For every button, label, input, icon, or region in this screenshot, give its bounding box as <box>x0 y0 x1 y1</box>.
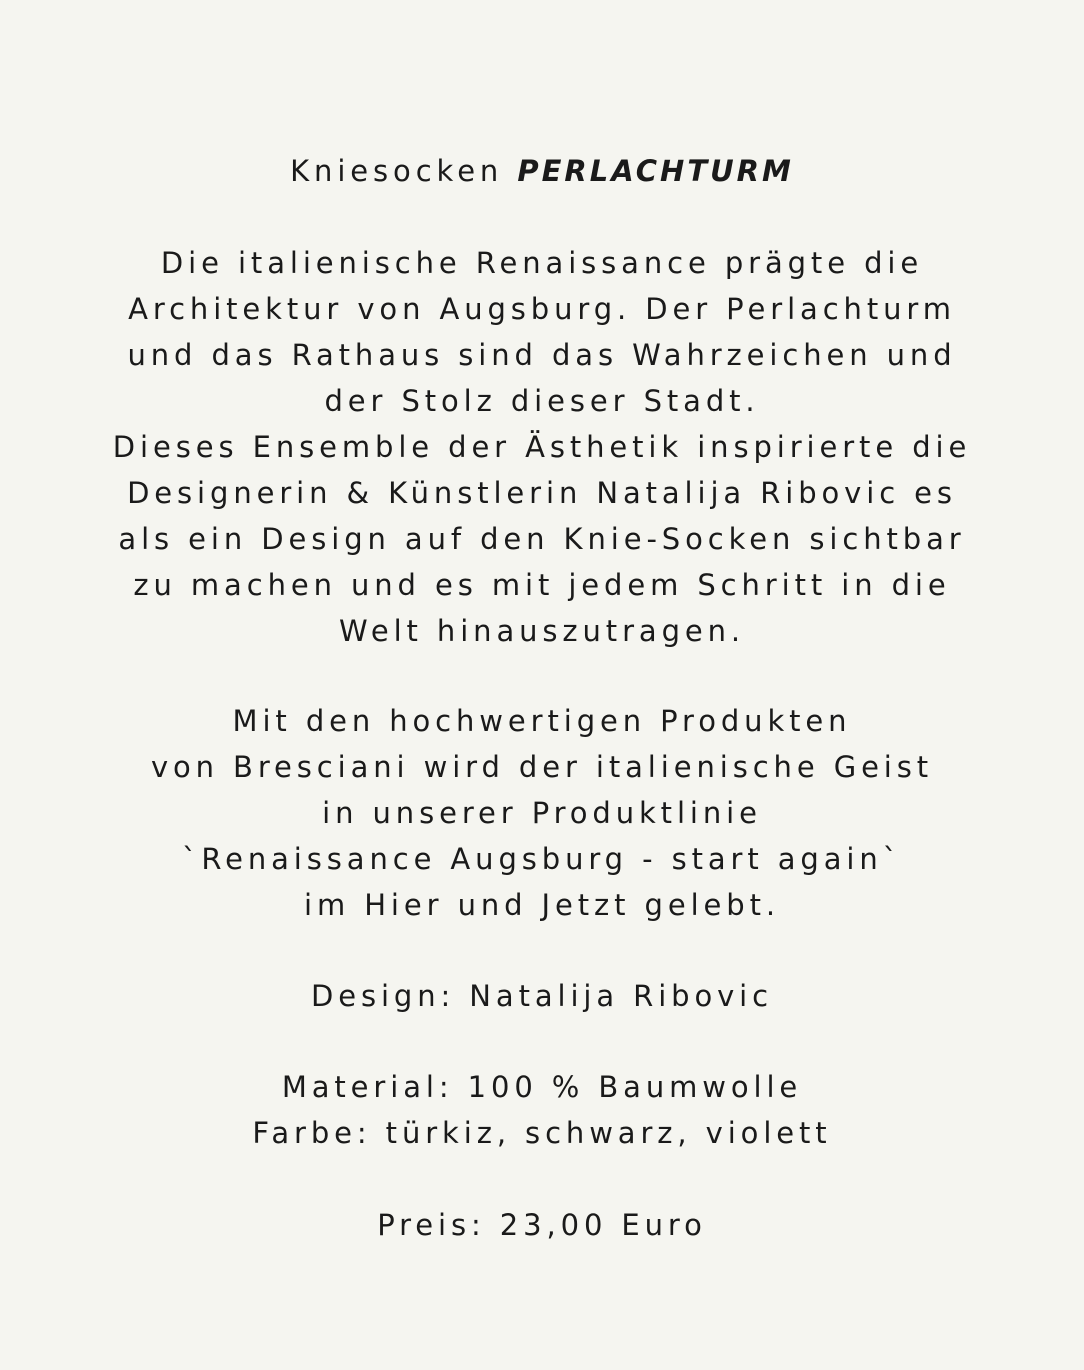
description-line: Die italienische Renaissance prägte die <box>160 246 924 280</box>
description-line: der Stolz dieser Stadt. <box>324 384 760 418</box>
product-name: PERLACHTURM <box>517 154 794 188</box>
description-line: und das Rathaus sind das Wahrzeichen und <box>127 338 957 372</box>
price-line: Preis: 23,00 Euro <box>377 1208 707 1242</box>
brand-line: Mit den hochwertigen Produkten <box>232 704 852 738</box>
description-line: Architektur von Augsburg. Der Perlachturm <box>128 292 956 326</box>
color-line: Farbe: türkiz, schwarz, violett <box>252 1116 832 1150</box>
brand-line: `Renaissance Augsburg - start again` <box>181 842 903 876</box>
description-line: als ein Design auf den Knie-Socken sichtbar <box>118 522 966 556</box>
brand-line: in unserer Produktlinie <box>322 796 762 830</box>
description-line: Designerin & Künstlerin Natalija Ribovic es <box>127 476 957 510</box>
design-line: Design: Natalija Ribovic <box>310 979 773 1013</box>
price-info <box>0 1202 1084 1248</box>
description-line: zu machen und es mit jedem Schritt in die <box>133 568 951 602</box>
description-line: Welt hinauszutragen. <box>338 614 746 648</box>
product-title <box>0 148 1084 194</box>
material-line: Material: 100 % Baumwolle <box>281 1070 803 1104</box>
description-line: Dieses Ensemble der Ästhetik inspirierte die <box>112 430 972 464</box>
brand-line: im Hier und Jetzt gelebt. <box>304 888 780 922</box>
brand-line: von Bresciani wird der italienische Geist <box>150 750 934 784</box>
title-prefix: Kniesocken <box>290 154 518 188</box>
material-info <box>0 1064 1084 1156</box>
description-paragraph <box>0 240 1084 654</box>
design-credit <box>0 973 1084 1019</box>
brand-paragraph <box>0 698 1084 928</box>
